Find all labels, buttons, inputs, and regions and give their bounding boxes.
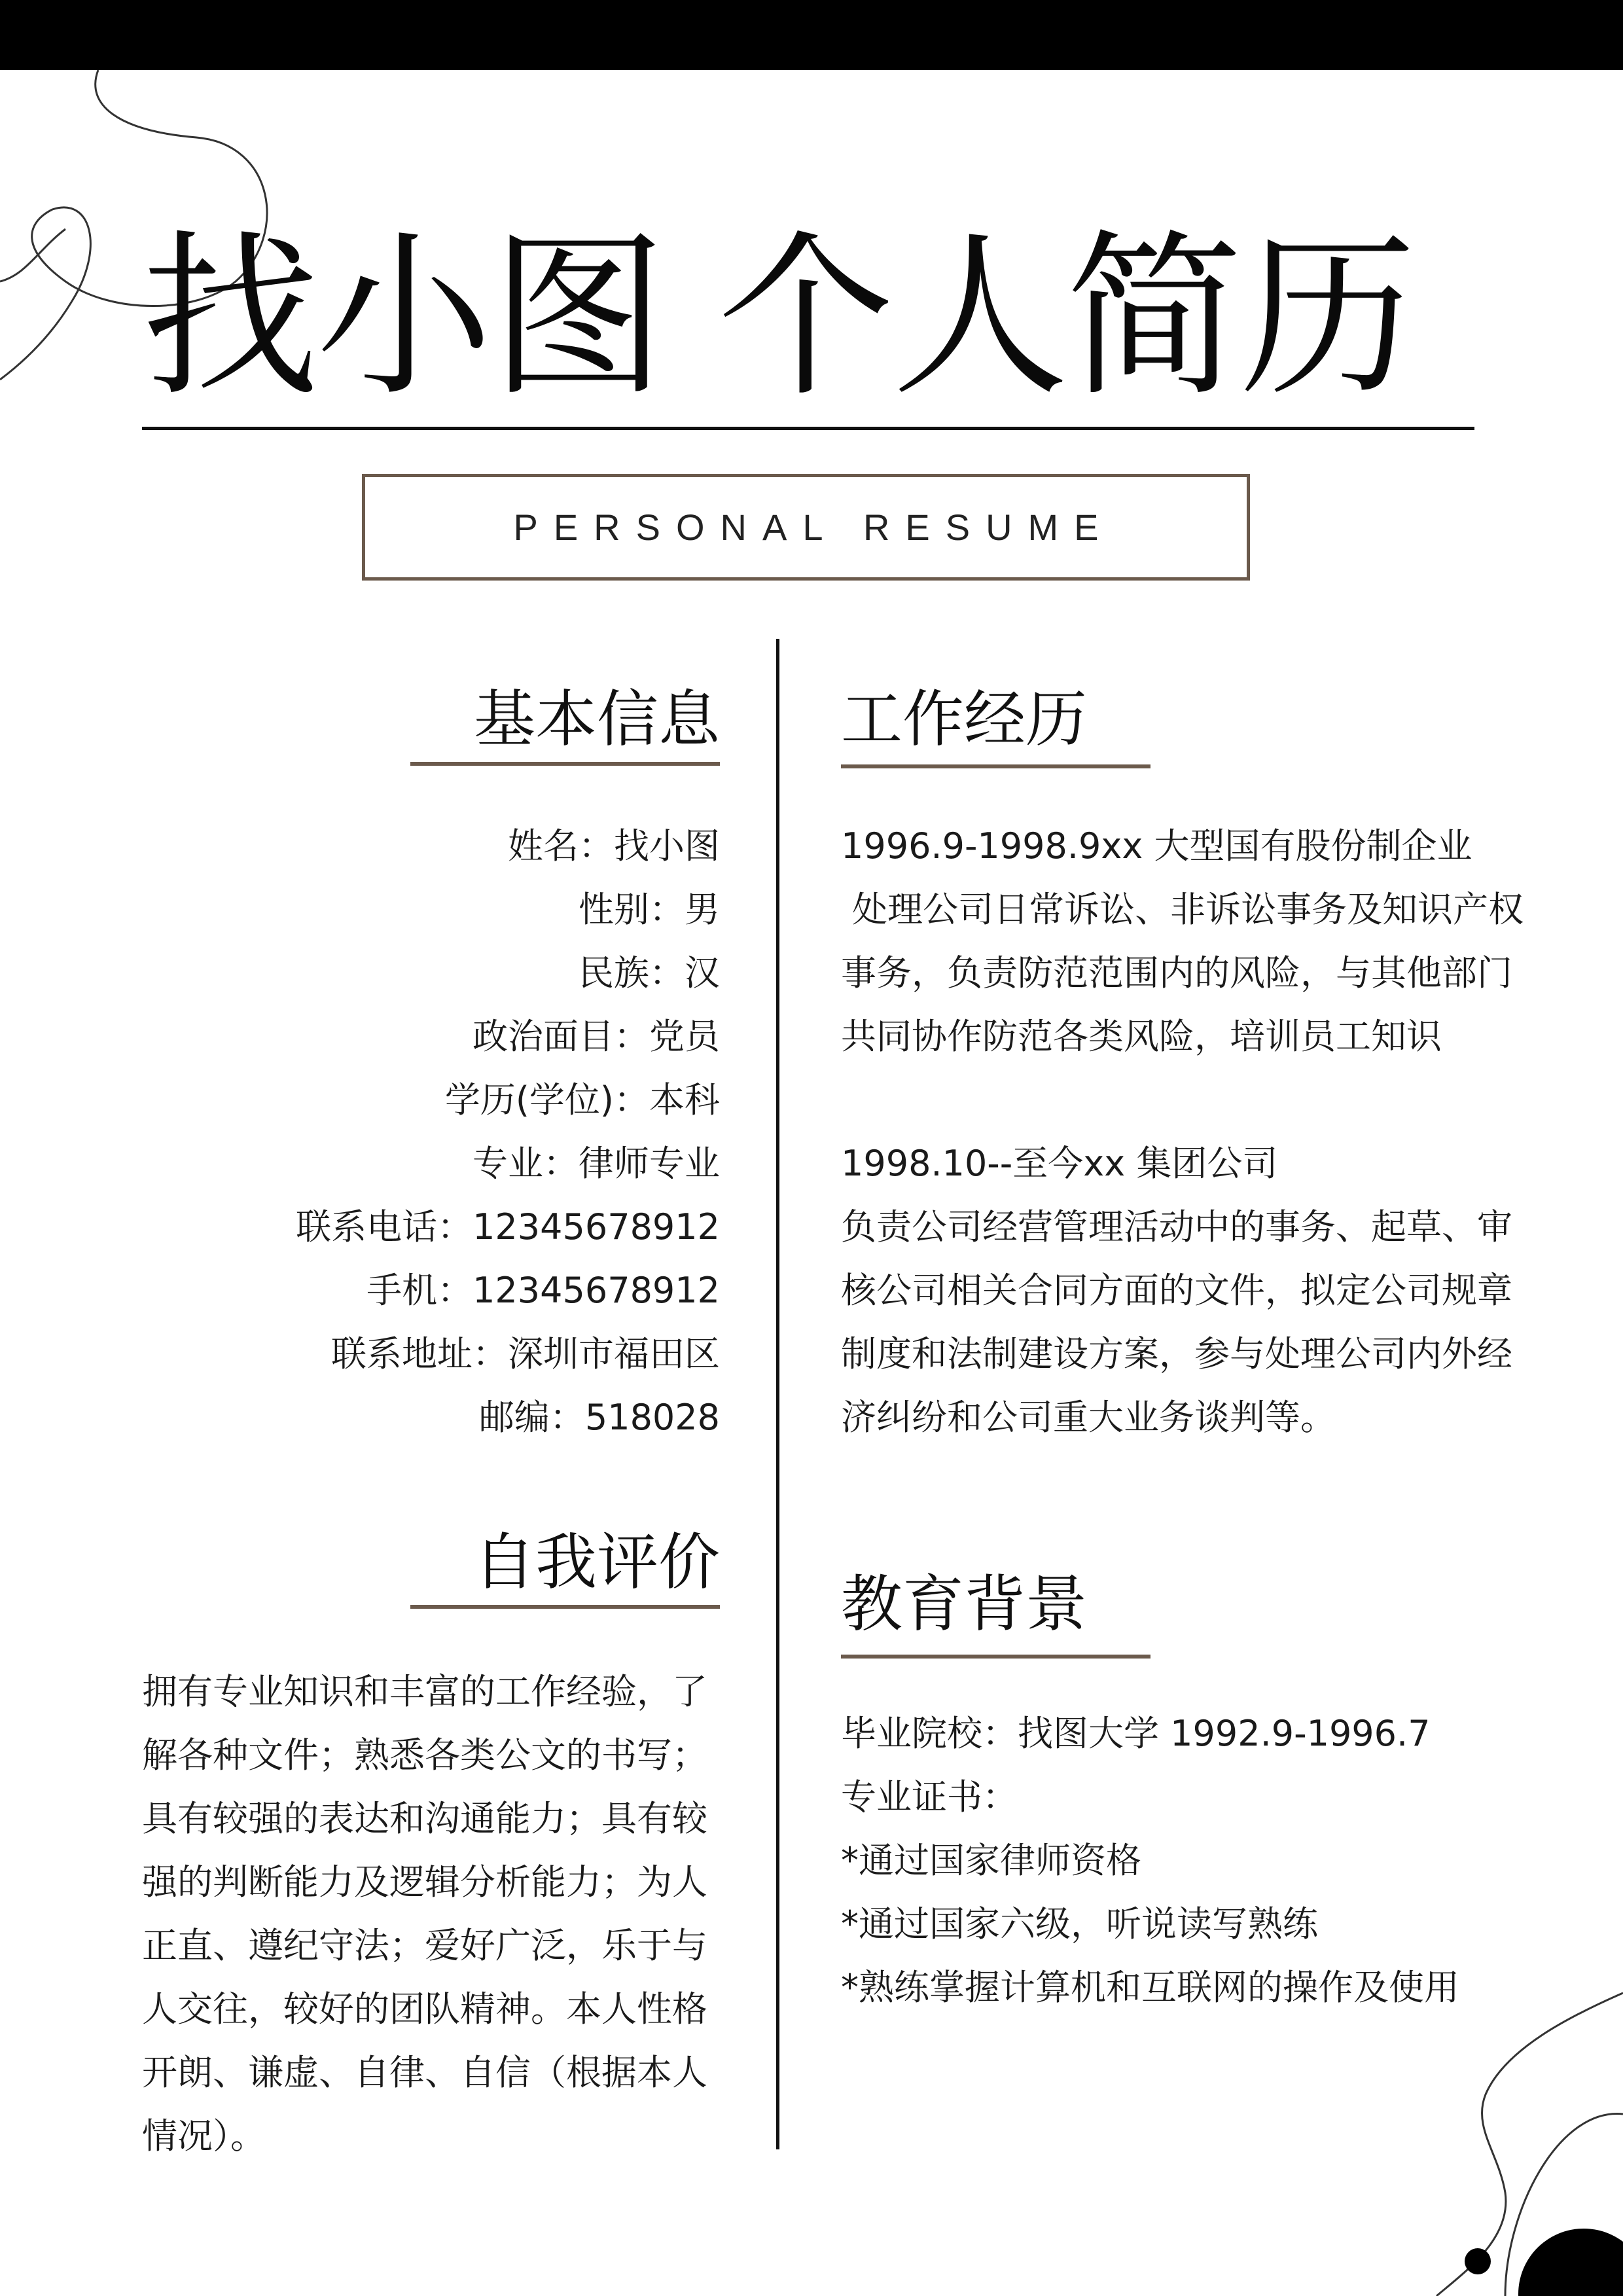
work-description-line: 济纠纷和公司重大业务谈判等。 — [841, 1397, 1336, 1438]
self-eval-line: 具有较强的表达和沟通能力；具有较 — [142, 1798, 707, 1839]
education-rule — [841, 1655, 1150, 1659]
work-description-line: 负责公司经营管理活动中的事务、起草、审 — [841, 1206, 1512, 1247]
basic-info-item: 手机：12345678912 — [366, 1270, 720, 1311]
self-eval-line: 人交往，较好的团队精神。本人性格 — [142, 1988, 707, 2030]
self-eval-line: 解各种文件；熟悉各类公文的书写； — [142, 1734, 707, 1776]
self-eval-line: 拥有专业知识和丰富的工作经验，了 — [142, 1671, 707, 1712]
basic-info-item: 姓名：找小图 — [508, 825, 720, 867]
work-description-line: 处理公司日常诉讼、非诉讼事务及知识产权 — [841, 889, 1524, 930]
bottom-right-big-circle — [1518, 2229, 1623, 2296]
column-divider — [776, 639, 779, 2149]
subtitle: PERSONAL RESUME — [513, 507, 1115, 548]
work-period: 1998.10--至今xx 集团公司 — [841, 1143, 1278, 1184]
page-title: 找小图 个人简历 — [142, 214, 1414, 420]
basic-info-item: 民族：汉 — [579, 952, 720, 994]
self-eval-line: 开朗、谦虚、自律、自信（根据本人 — [142, 2052, 707, 2093]
basic-info-rule — [410, 762, 720, 766]
work-description-line: 事务，负责防范范围内的风险，与其他部门 — [841, 952, 1512, 994]
work-heading: 工作经历 — [841, 684, 1088, 755]
education-list — [841, 1702, 1561, 2019]
top-bar — [0, 0, 1623, 70]
education-item: 毕业院校：找图大学 1992.9-1996.7 — [841, 1713, 1431, 1754]
bottom-right-curve — [1436, 1993, 1623, 2296]
education-item: *通过国家六级，听说读写熟练 — [841, 1903, 1318, 1945]
work-description-line: 共同协作防范各类风险，培训员工知识 — [841, 1016, 1442, 1057]
self-eval-line: 正直、遵纪守法；爱好广泛，乐于与 — [142, 1925, 707, 1966]
basic-info-item: 政治面目：党员 — [473, 1016, 720, 1057]
basic-info-item: 专业：律师专业 — [473, 1143, 720, 1184]
self-eval-paragraph — [142, 1660, 731, 2168]
work-entry-2 — [841, 1132, 1561, 1449]
basic-info-item: 学历(学位)：本科 — [444, 1079, 720, 1121]
basic-info-item: 联系地址：深圳市福田区 — [331, 1333, 720, 1374]
self-eval-heading: 自我评价 — [473, 1527, 720, 1598]
work-description-line: 制度和法制建设方案，参与处理公司内外经 — [841, 1333, 1512, 1374]
bottom-right-arc — [1505, 2114, 1623, 2296]
education-item: 专业证书： — [841, 1776, 1018, 1818]
top-left-curve-2 — [0, 229, 65, 281]
work-rule — [841, 764, 1150, 768]
title-divider — [142, 427, 1474, 430]
self-eval-rule — [410, 1605, 720, 1609]
basic-info-item: 性别：男 — [579, 889, 720, 930]
basic-info-list — [262, 814, 720, 1449]
basic-info-item: 联系电话：12345678912 — [296, 1206, 720, 1247]
education-item: *通过国家律师资格 — [841, 1840, 1141, 1881]
work-description-line: 核公司相关合同方面的文件，拟定公司规章 — [841, 1270, 1512, 1311]
basic-info-item: 邮编：518028 — [478, 1397, 720, 1438]
self-eval-line: 强的判断能力及逻辑分析能力；为人 — [142, 1861, 707, 1903]
self-eval-line: 情况）。 — [142, 2115, 266, 2157]
subtitle-box — [362, 474, 1250, 581]
education-heading: 教育背景 — [841, 1569, 1088, 1640]
work-period: 1996.9-1998.9xx 大型国有股份制企业 — [841, 825, 1472, 867]
bottom-right-small-dot — [1465, 2248, 1491, 2274]
work-entry-1 — [841, 814, 1561, 1068]
education-item: *熟练掌握计算机和互联网的操作及使用 — [841, 1967, 1459, 2008]
basic-info-heading: 基本信息 — [473, 684, 720, 755]
